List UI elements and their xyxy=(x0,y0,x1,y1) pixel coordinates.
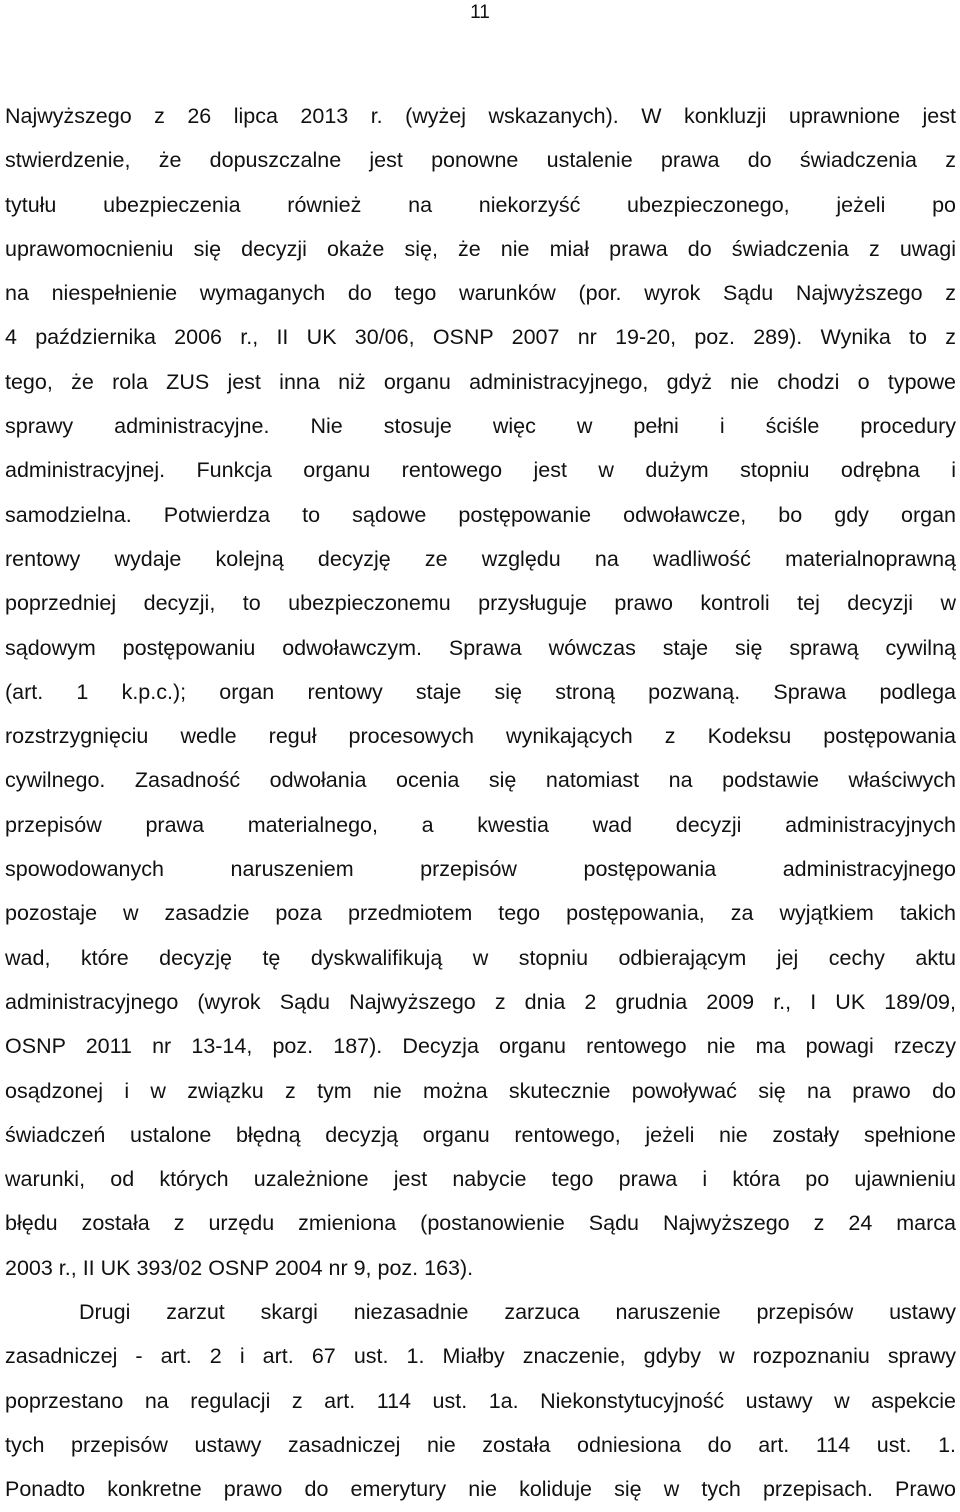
text-line: wad, które decyzję tę dyskwalifikują w stopniu odbierającym jej cechy aktu xyxy=(5,945,956,970)
text-line: samodzielna. Potwierdza to sądowe postępowanie odwoławcze, bo gdy organ xyxy=(5,502,956,527)
text-line: osądzonej i w związku z tym nie można skutecznie powoływać się na prawo do xyxy=(5,1078,956,1103)
paragraph xyxy=(5,94,956,1290)
page-number: 11 xyxy=(470,2,490,23)
text-line: spowodowanych naruszeniem przepisów postępowania administracyjnego xyxy=(5,857,956,882)
text-line: poprzedniej decyzji, to ubezpieczonemu przysługuje prawo kontroli tej decyzji w xyxy=(5,591,956,616)
text-line: przepisów prawa materialnego, a kwestia wad decyzji administracyjnych xyxy=(5,812,956,837)
text-line: pozostaje w zasadzie poza przedmiotem tego postępowania, za wyjątkiem takich xyxy=(5,901,956,926)
text-line: zasadniczej - art. 2 i art. 67 ust. 1. Miałby znaczenie, gdyby w rozpoznaniu sprawy xyxy=(5,1344,956,1369)
text-line: cywilnego. Zasadność odwołania ocenia się natomiast na podstawie właściwych xyxy=(5,768,956,793)
text-line: rozstrzygnięciu wedle reguł procesowych wynikających z Kodeksu postępowania xyxy=(5,724,956,749)
text-line: rentowy wydaje kolejną decyzję ze względu na wadliwość materialnoprawną xyxy=(5,546,956,571)
text-line: sprawy administracyjne. Nie stosuje więc w pełni i ściśle procedury xyxy=(5,414,956,439)
text-line: administracyjnej. Funkcja organu rentowego jest w dużym stopniu odrębna i xyxy=(5,458,956,483)
text-line: Drugi zarzut skargi niezasadnie zarzuca naruszenie przepisów ustawy xyxy=(79,1300,956,1325)
text-line: uprawomocnieniu się decyzji okaże się, że nie miał prawa do świadczenia z uwagi xyxy=(5,236,956,261)
text-line: (art. 1 k.p.c.); organ rentowy staje się stroną pozwaną. Sprawa podlega xyxy=(5,679,956,704)
text-line: warunki, od których uzależnione jest nabycie tego prawa i która po ujawnieniu xyxy=(5,1167,956,1192)
text-line: tytułu ubezpieczenia również na niekorzyść ubezpieczonego, jeżeli po xyxy=(5,192,956,217)
text-line: administracyjnego (wyrok Sądu Najwyższego z dnia 2 grudnia 2009 r., I UK 189/09, xyxy=(5,989,956,1014)
text-line: 2003 r., II UK 393/02 OSNP 2004 nr 9, poz. 163). xyxy=(5,1255,474,1280)
text-line: 4 października 2006 r., II UK 30/06, OSNP 2007 nr 19-20, poz. 289). Wynika to z xyxy=(5,325,956,350)
text-line: na niespełnienie wymaganych do tego warunków (por. wyrok Sądu Najwyższego z xyxy=(5,281,956,306)
text-line: stwierdzenie, że dopuszczalne jest ponowne ustalenie prawa do świadczenia z xyxy=(5,148,956,173)
text-line: Ponadto konkretne prawo do emerytury nie koliduje się w tych przepisach. Prawo xyxy=(5,1477,956,1502)
text-line: tych przepisów ustawy zasadniczej nie została odniesiona do art. 114 ust. 1. xyxy=(5,1432,956,1457)
text-line: sądowym postępowaniu odwoławczym. Sprawa wówczas staje się sprawą cywilną xyxy=(5,635,956,660)
text-line: poprzestano na regulacji z art. 114 ust. 1a. Niekonstytucyjność ustawy w aspekcie xyxy=(5,1388,956,1413)
text-line: świadczeń ustalone błędną decyzją organu rentowego, jeżeli nie zostały spełnione xyxy=(5,1122,956,1147)
text-line: Najwyższego z 26 lipca 2013 r. (wyżej wskazanych). W konkluzji uprawnione jest xyxy=(5,104,956,128)
paragraph xyxy=(5,1290,956,1511)
text-line: tego, że rola ZUS jest inna niż organu administracyjnego, gdyż nie chodzi o typowe xyxy=(5,369,956,394)
text-line: błędu została z urzędu zmieniona (postanowienie Sądu Najwyższego z 24 marca xyxy=(5,1211,956,1236)
body-text xyxy=(5,94,956,1512)
text-line: OSNP 2011 nr 13-14, poz. 187). Decyzja organu rentowego nie ma powagi rzeczy xyxy=(5,1034,956,1059)
